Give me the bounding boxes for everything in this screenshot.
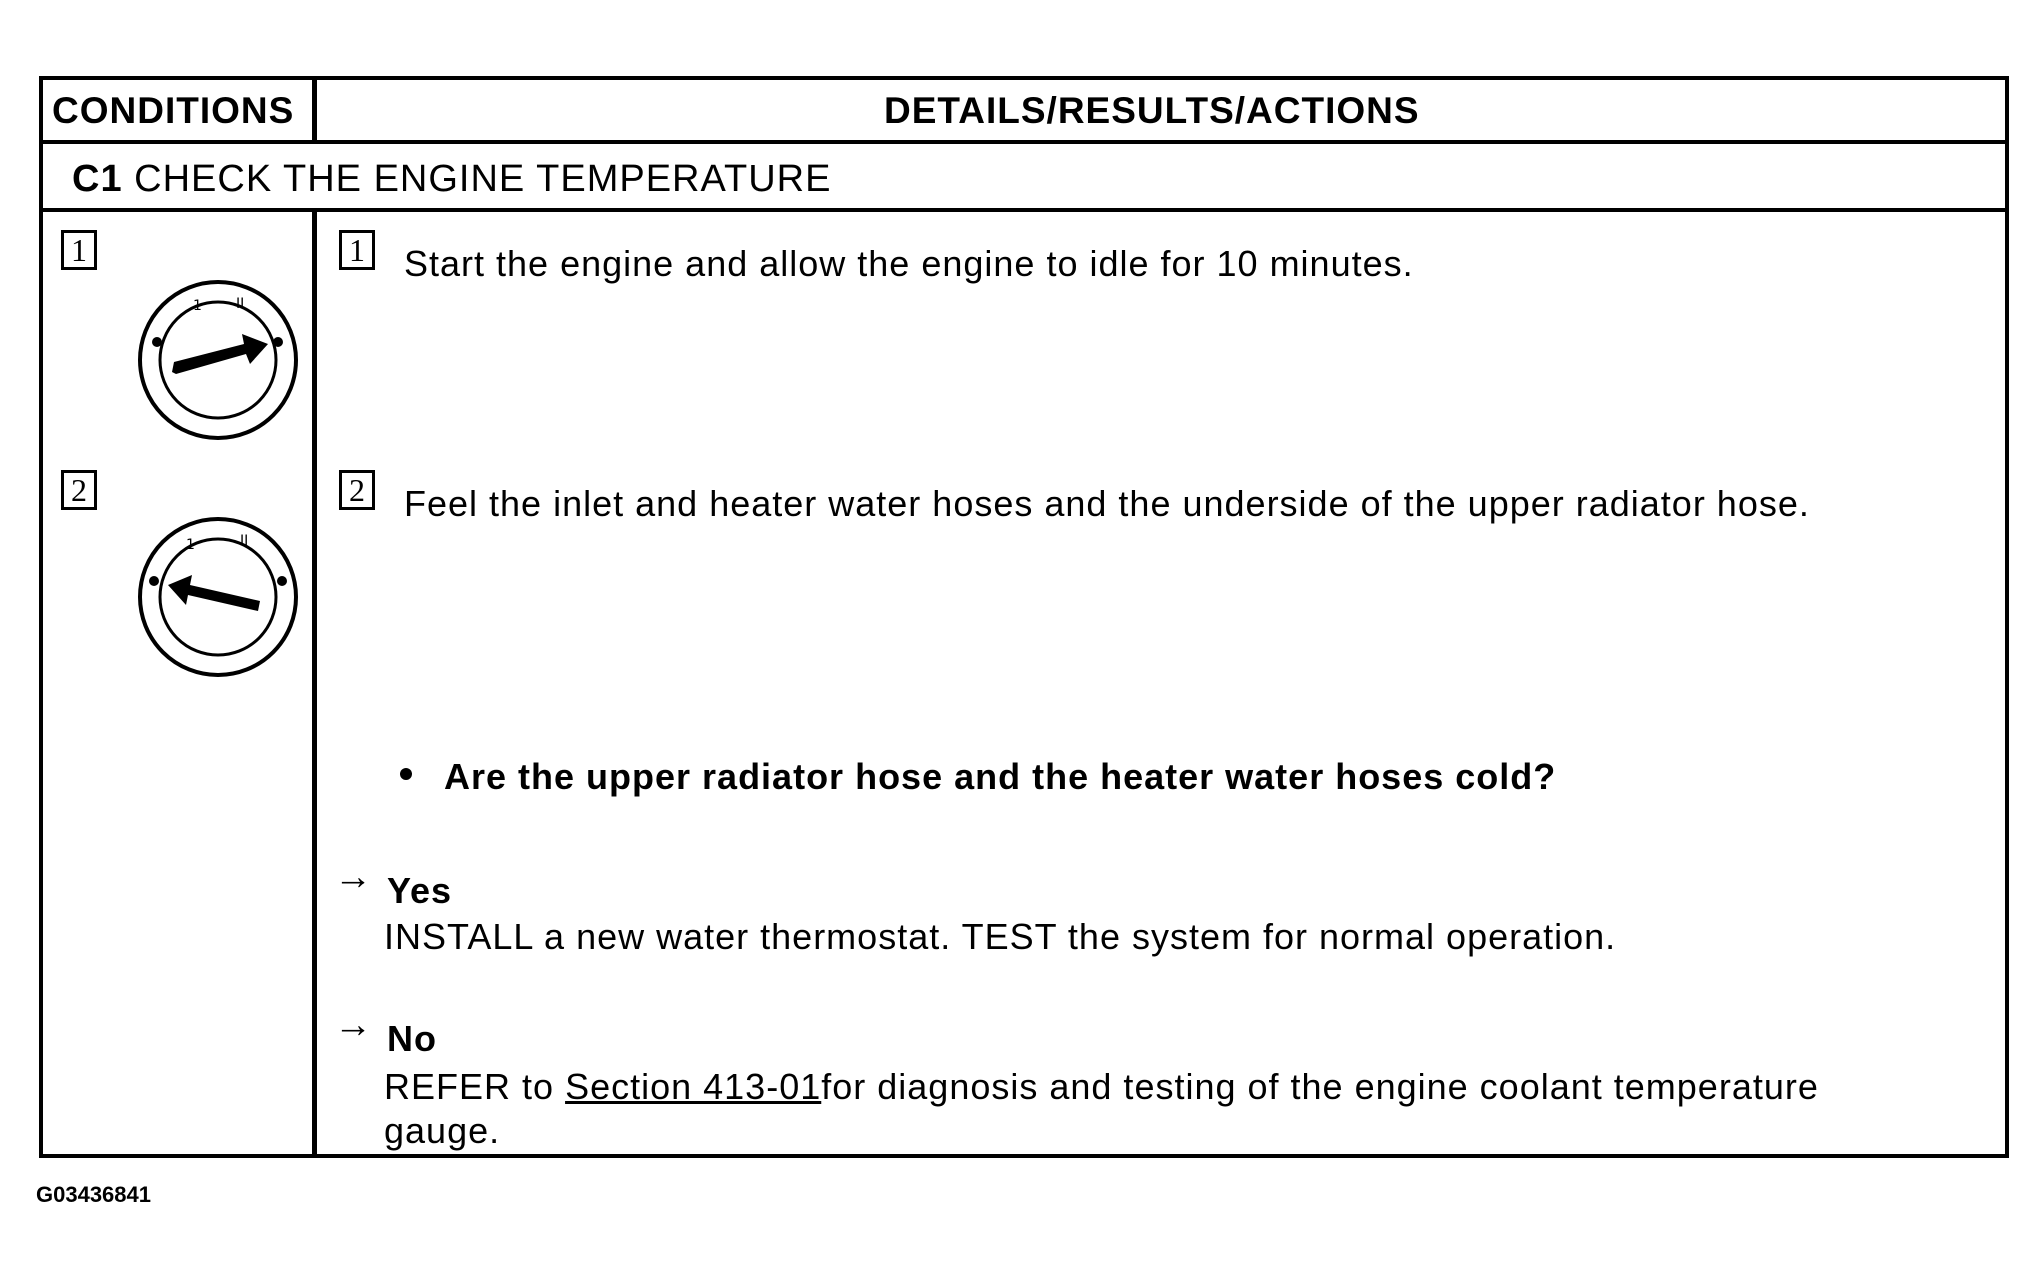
no-action-suffix: for diagnosis and testing of the engine coolant temperature: [821, 1066, 1819, 1107]
ignition-key-off-icon: [136, 515, 300, 679]
svg-text:1: 1: [193, 298, 202, 314]
section-link[interactable]: Section 413-01: [565, 1066, 822, 1107]
right-arrow-icon: →: [334, 856, 372, 898]
procedure-table: [39, 76, 2009, 1158]
step-2-text: Feel the inlet and heater water hoses and the underside of the upper radiator hose.: [404, 483, 1810, 524]
svg-text:II: II: [236, 296, 245, 312]
no-action-prefix: REFER to: [384, 1066, 555, 1107]
question-text: Are the upper radiator hose and the heater water hoses cold?: [444, 756, 1557, 797]
condition-step-1-box: 1: [61, 230, 97, 270]
details-header: DETAILS/RESULTS/ACTIONS: [884, 90, 1420, 131]
condition-step-2-box: 2: [61, 470, 97, 510]
body-column-divider: [312, 210, 317, 1158]
section-title-text: CHECK THE ENGINE TEMPERATURE: [134, 158, 832, 200]
yes-label: Yes: [387, 870, 453, 911]
section-divider: [39, 208, 2009, 212]
no-action-line2: gauge.: [384, 1110, 501, 1151]
step-1-text: Start the engine and allow the engine to idle for 10 minutes.: [404, 243, 1414, 284]
no-label: No: [387, 1018, 437, 1059]
yes-action: INSTALL a new water thermostat. TEST the system for normal operation.: [384, 916, 1617, 957]
ignition-key-run-icon: [136, 278, 300, 442]
header-divider: [39, 140, 2009, 144]
question-bullet: [400, 768, 412, 780]
header-column-divider: [312, 76, 317, 142]
right-arrow-icon: →: [334, 1004, 372, 1046]
detail-step-2-box: 2: [339, 470, 375, 510]
section-title: [72, 158, 831, 201]
conditions-header: CONDITIONS: [52, 90, 295, 131]
no-action: [384, 1066, 1819, 1108]
svg-text:1: 1: [186, 537, 195, 553]
detail-step-1-box: 1: [339, 230, 375, 270]
svg-text:II: II: [240, 533, 249, 549]
figure-id: G03436841: [36, 1182, 151, 1207]
section-code: C1: [72, 158, 123, 200]
